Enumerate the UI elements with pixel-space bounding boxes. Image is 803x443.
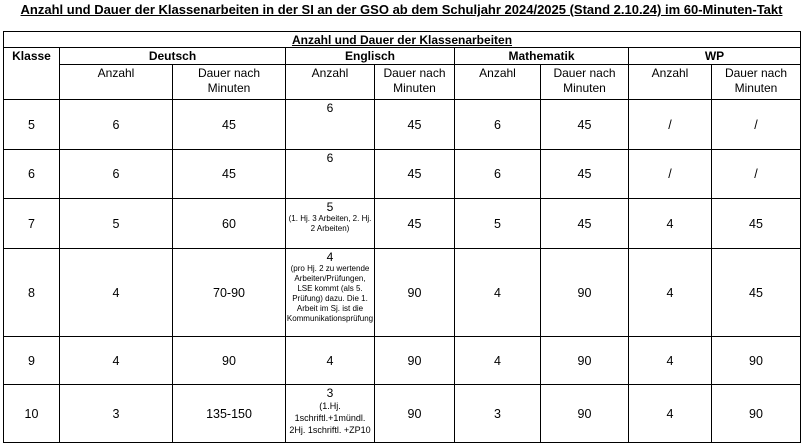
cell-de-dauer: 60 xyxy=(173,199,286,249)
cell-wp-anzahl: / xyxy=(629,100,712,150)
table-row xyxy=(4,249,801,337)
cell-wp-anzahl: 4 xyxy=(629,249,712,337)
header-klasse: Klasse xyxy=(4,48,60,65)
table-row xyxy=(4,337,801,385)
exam-table xyxy=(3,31,801,443)
cell-de-dauer: 135-150 xyxy=(173,385,286,443)
cell-de-anzahl: 4 xyxy=(60,249,173,337)
cell-de-anzahl: 6 xyxy=(60,100,173,150)
cell-wp-anzahl: / xyxy=(629,150,712,199)
cell-wp-dauer: 45 xyxy=(712,199,801,249)
subheader-en-dauer: Dauer nach Minuten xyxy=(375,65,455,100)
cell-en-dauer: 45 xyxy=(375,100,455,150)
cell-de-dauer: 90 xyxy=(173,337,286,385)
cell-de-anzahl: 4 xyxy=(60,337,173,385)
table-row xyxy=(4,385,801,443)
cell-en-note: (pro Hj. 2 zu wertende Arbeiten/Prüfungen, LSE kommt (als 5. Prüfung) dazu. Die 1. Arbeit im Sj. ist die Kommunikationsprüfung xyxy=(286,264,374,323)
cell-klasse: 7 xyxy=(4,199,60,249)
cell-en-dauer: 90 xyxy=(375,249,455,337)
cell-de-dauer: 45 xyxy=(173,150,286,199)
cell-en-anzahl: 6 xyxy=(286,100,375,150)
header-englisch: Englisch xyxy=(286,48,455,65)
cell-klasse: 10 xyxy=(4,385,60,443)
cell-ma-dauer: 90 xyxy=(541,249,629,337)
subheader-wp-dauer: Dauer nach Minuten xyxy=(712,65,801,100)
cell-wp-dauer: 90 xyxy=(712,385,801,443)
cell-ma-dauer: 45 xyxy=(541,150,629,199)
document-title: Anzahl und Dauer der Klassenarbeiten in der SI an der GSO ab dem Schuljahr 2024/2025 (Stand 2.10.24) im 60-Minuten-Takt xyxy=(20,2,783,17)
header-mathematik: Mathematik xyxy=(455,48,629,65)
table-title: Anzahl und Dauer der Klassenarbeiten xyxy=(4,32,801,48)
cell-klasse: 5 xyxy=(4,100,60,150)
cell-en-anzahl: 5 (1. Hj. 3 Arbeiten, 2. Hj. 2 Arbeiten) xyxy=(286,199,375,249)
cell-ma-anzahl: 6 xyxy=(455,100,541,150)
cell-wp-dauer: / xyxy=(712,150,801,199)
cell-klasse: 6 xyxy=(4,150,60,199)
cell-de-dauer: 70-90 xyxy=(173,249,286,337)
cell-wp-anzahl: 4 xyxy=(629,199,712,249)
subheader-ma-anzahl: Anzahl xyxy=(455,65,541,100)
cell-klasse: 8 xyxy=(4,249,60,337)
cell-en-anzahl: 4 xyxy=(286,337,375,385)
cell-de-dauer: 45 xyxy=(173,100,286,150)
cell-de-anzahl: 5 xyxy=(60,199,173,249)
cell-wp-dauer: 90 xyxy=(712,337,801,385)
subheader-en-anzahl: Anzahl xyxy=(286,65,375,100)
header-wp: WP xyxy=(629,48,801,65)
cell-ma-anzahl: 6 xyxy=(455,150,541,199)
cell-en-note: (1. Hj. 3 Arbeiten, 2. Hj. 2 Arbeiten) xyxy=(288,214,372,233)
cell-en-anzahl: 6 xyxy=(286,150,375,199)
table-row xyxy=(4,199,801,249)
table-row xyxy=(4,150,801,199)
subheader-blank xyxy=(4,65,60,100)
cell-en-dauer: 90 xyxy=(375,337,455,385)
cell-en-anzahl: 3 (1.Hj. 1schriftl.+1mündl. 2Hj. 1schriftl. +ZP10 xyxy=(286,385,375,443)
cell-wp-dauer: 45 xyxy=(712,249,801,337)
cell-en-dauer: 45 xyxy=(375,199,455,249)
cell-ma-anzahl: 5 xyxy=(455,199,541,249)
cell-en-anzahl: 4 (pro Hj. 2 zu wertende Arbeiten/Prüfungen, LSE kommt (als 5. Prüfung) dazu. Die 1. Arbeit im Sj. ist die Kommunikationsprüfung xyxy=(286,249,375,337)
cell-en-note: (1.Hj. 1schriftl.+1mündl. 2Hj. 1schriftl. +ZP10 xyxy=(289,401,371,435)
cell-wp-anzahl: 4 xyxy=(629,337,712,385)
subheader-ma-dauer: Dauer nach Minuten xyxy=(541,65,629,100)
cell-en-dauer: 90 xyxy=(375,385,455,443)
cell-ma-dauer: 90 xyxy=(541,337,629,385)
cell-klasse: 9 xyxy=(4,337,60,385)
cell-de-anzahl: 3 xyxy=(60,385,173,443)
cell-de-anzahl: 6 xyxy=(60,150,173,199)
subheader-de-dauer: Dauer nach Minuten xyxy=(173,65,286,100)
cell-ma-dauer: 45 xyxy=(541,199,629,249)
header-deutsch: Deutsch xyxy=(60,48,286,65)
cell-ma-dauer: 90 xyxy=(541,385,629,443)
cell-ma-anzahl: 4 xyxy=(455,337,541,385)
subheader-wp-anzahl: Anzahl xyxy=(629,65,712,100)
table-row xyxy=(4,100,801,150)
cell-wp-dauer: / xyxy=(712,100,801,150)
cell-ma-anzahl: 3 xyxy=(455,385,541,443)
cell-wp-anzahl: 4 xyxy=(629,385,712,443)
cell-ma-anzahl: 4 xyxy=(455,249,541,337)
subheader-de-anzahl: Anzahl xyxy=(60,65,173,100)
cell-ma-dauer: 45 xyxy=(541,100,629,150)
cell-en-dauer: 45 xyxy=(375,150,455,199)
